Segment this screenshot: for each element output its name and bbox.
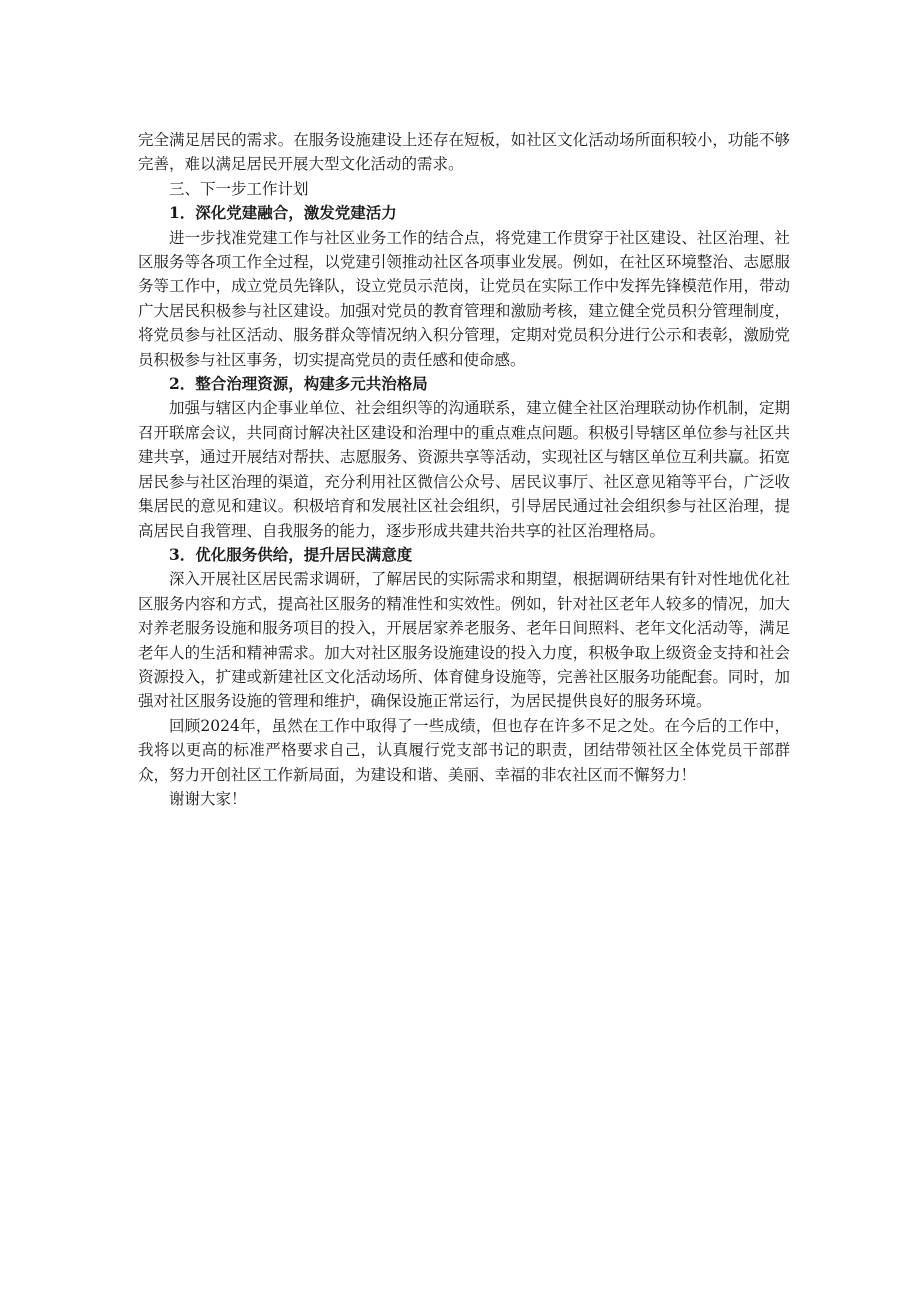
thanks-line: 谢谢大家！	[169, 789, 247, 808]
item-body-2: 加强与辖区内企事业单位、社会组织等的沟通联系，建立健全社区治理联动协作机制，定期召开联席会议，共同商讨解决社区建设和治理中的重点难点问题。积极引导辖区单位参与社区共建共享，通过开展结对帮扶、志愿服务、资源共享等活动，实现社区与辖区单位互利共赢。拓宽居民参与社区治理的渠道，充分利用社区微信公众号、居民议事厅、社区意见箱等平台，广泛收集居民的意见和建议。积极培育和发展社区社会组织，引导居民通过社会组织参与社区治理，提高居民自我管理、自我服务的能力，逐步形成共建共治共享的社区治理格局。	[138, 399, 790, 540]
item-heading-1: 1．深化党建融合，激发党建活力	[169, 203, 397, 223]
section-heading: 三、下一步工作计划	[169, 179, 309, 198]
document-body	[138, 128, 790, 811]
closing-paragraph: 回顾2024年，虽然在工作中取得了一些成绩，但也存在许多不足之处。在今后的工作中，我将以更高的标准严格要求自己，认真履行党支部书记的职责，团结带领社区全体党员干部群众，努力开创社区工作新局面，为建设和谐、美丽、幸福的非农社区而不懈努力！	[138, 716, 790, 784]
opening-paragraph: 完全满足居民的需求。在服务设施建设上还存在短板，如社区文化活动场所面积较小，功能不够完善，难以满足居民开展大型文化活动的需求。	[138, 131, 790, 174]
item-heading-3: 3．优化服务供给，提升居民满意度	[169, 544, 413, 564]
item-heading-2: 2．整合治理资源，构建多元共治格局	[169, 374, 428, 394]
item-body-3: 深入开展社区居民需求调研，了解居民的实际需求和期望，根据调研结果有针对性地优化社区服务内容和方式，提高社区服务的精准性和实效性。例如，针对社区老年人较多的情况，加大对养老服务设施和服务项目的投入，开展居家养老服务、老年日间照料、老年文化活动等，满足老年人的生活和精神需求。加大对社区服务设施建设的投入力度，积极争取上级资金支持和社会资源投入，扩建或新建社区文化活动场所、体育健身设施等，完善社区服务功能配套。同时，加强对社区服务设施的管理和维护，确保设施正常运行，为居民提供良好的服务环境。	[138, 570, 790, 711]
item-body-1: 进一步找准党建工作与社区业务工作的结合点，将党建工作贯穿于社区建设、社区治理、社区服务等各项工作全过程，以党建引领推动社区各项事业发展。例如，在社区环境整治、志愿服务等工作中，成立党员先锋队，设立党员示范岗，让党员在实际工作中发挥先锋模范作用，带动广大居民积极参与社区建设。加强对党员的教育管理和激励考核，建立健全党员积分管理制度，将党员参与社区活动、服务群众等情况纳入积分管理，定期对党员积分进行公示和表彰，激励党员积极参与社区事务，切实提高党员的责任感和使命感。	[138, 228, 790, 369]
